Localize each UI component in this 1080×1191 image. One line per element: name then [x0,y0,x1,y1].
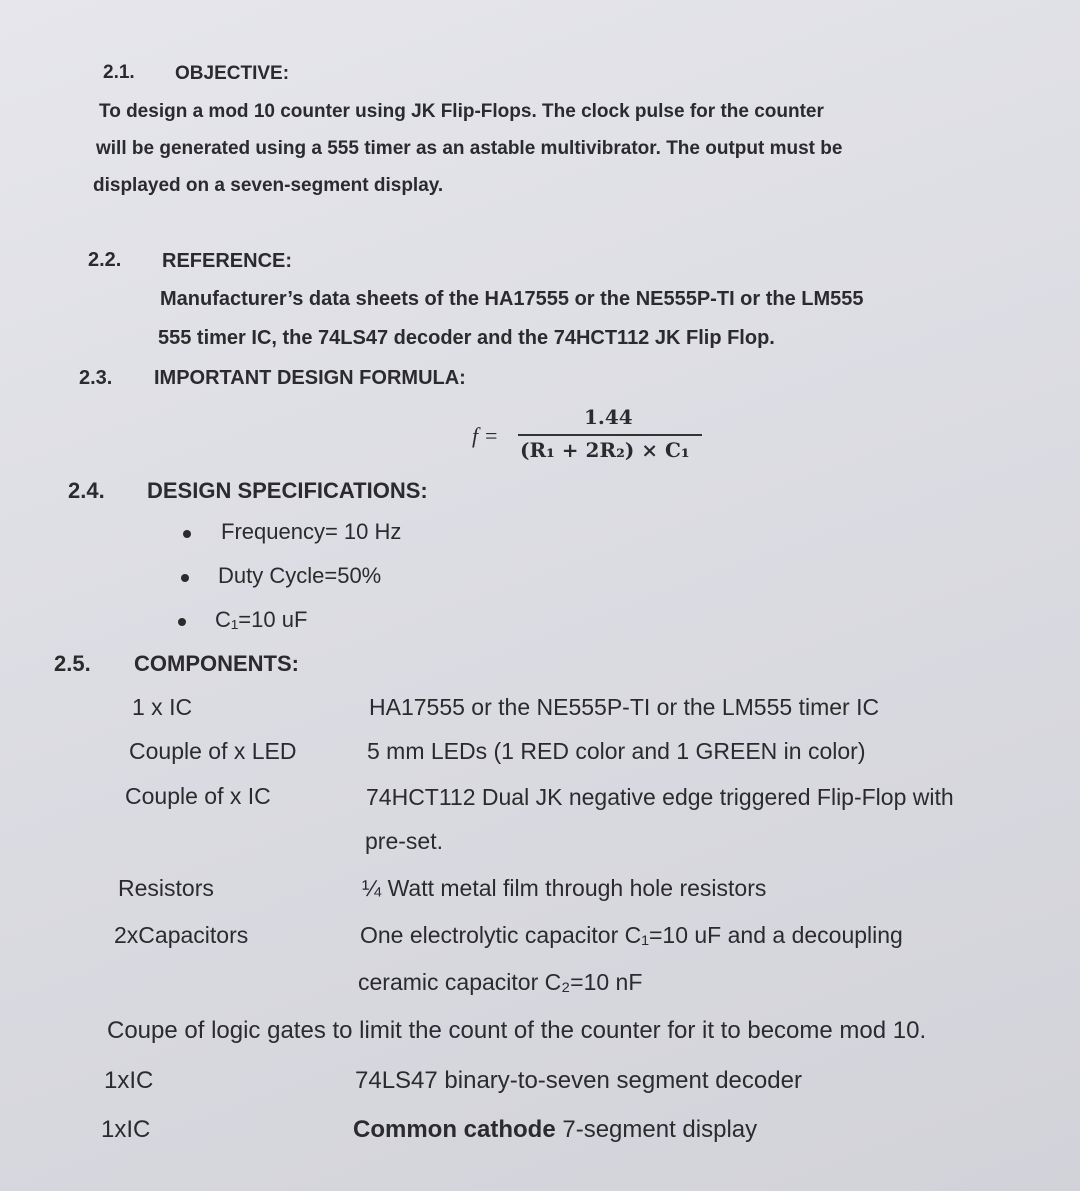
component-desc: ¼ Watt metal film through hole resistors [362,875,767,901]
component-desc: One electrolytic capacitor C₁=10 uF and a decoupling [360,922,903,948]
reference-line-2: 555 timer IC, the 74LS47 decoder and the 74HCT112 JK Flip Flop. [158,327,775,349]
fraction-bar [518,434,702,436]
objective-line-3: displayed on a seven-segment display. [93,175,444,196]
decoder-desc: 74LS47 binary-to-seven segment decoder [355,1067,802,1094]
component-item: 2xCapacitors [114,922,249,948]
spec-duty-cycle: Duty Cycle=50% [218,563,382,588]
formula-denominator: (R₁ + 2R₂) × C₁ [520,438,690,462]
component-desc-cont: pre-set. [365,828,443,854]
component-desc-cont: ceramic capacitor C₂=10 nF [358,969,643,995]
logic-gates-line: Coupe of logic gates to limit the count of the counter for it to become mod 10. [107,1017,927,1044]
components-number: 2.5. [54,651,91,676]
component-desc: 5 mm LEDs (1 RED color and 1 GREEN in color) [367,738,866,764]
component-item: Resistors [118,875,214,901]
component-item: 1 x IC [132,694,193,720]
bullet-icon [181,574,189,582]
bullet-icon [183,530,191,538]
frequency-formula [472,405,712,469]
formula-numerator: 1.44 [584,405,633,429]
objective-number: 2.1. [103,62,135,83]
formula-lhs: f = [472,423,499,448]
formula-number: 2.3. [79,367,113,389]
component-desc: 74HCT112 Dual JK negative edge triggered Flip-Flop with [366,784,954,810]
specifications-number: 2.4. [68,478,105,503]
objective-line-1: To design a mod 10 counter using JK Flip-Flops. The clock pulse for the counter [99,101,824,122]
objective-heading: OBJECTIVE: [175,63,290,84]
bullet-icon [178,618,186,626]
display-item: 1xIC [101,1116,151,1143]
formula-heading: IMPORTANT DESIGN FORMULA: [154,367,466,389]
decoder-item: 1xIC [104,1067,154,1094]
spec-capacitance: C₁=10 uF [215,607,308,632]
objective-line-2: will be generated using a 555 timer as an astable multivibrator. The output must be [96,138,843,159]
display-desc-bold: Common cathode [353,1116,556,1143]
specifications-heading: DESIGN SPECIFICATIONS: [147,478,428,503]
reference-heading: REFERENCE: [162,250,293,272]
spec-frequency: Frequency= 10 Hz [221,519,402,544]
display-desc-rest: 7-segment display [555,1116,758,1143]
display-desc [353,1116,757,1144]
component-item: Couple of x LED [129,738,297,764]
component-item: Couple of x IC [125,783,271,809]
component-desc: HA17555 or the NE555P-TI or the LM555 timer IC [369,694,880,720]
reference-number: 2.2. [88,249,122,271]
reference-line-1: Manufacturer’s data sheets of the HA17555 or the NE555P-TI or the LM555 [160,288,864,310]
components-heading: COMPONENTS: [134,651,299,676]
